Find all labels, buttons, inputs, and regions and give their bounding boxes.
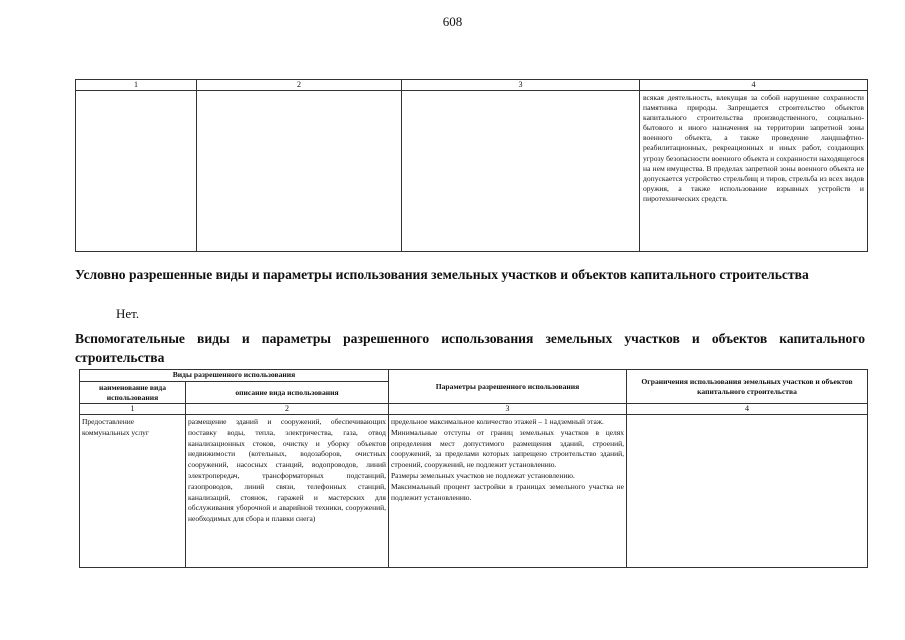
column-number: 1 [80,404,186,415]
table-column-numbers-row [76,80,868,91]
parameter-setbacks: Минимальные отступы от границ земельных участков в целях определения мест допустимого размещения зданий, строений, сооружений, за пределами которых запрещено строительство зданий, строений, сооружений, не подлежит установлению. [391,427,624,470]
table-cell [402,91,640,252]
page-number: 608 [442,14,463,29]
parameter-floors: предельное максимальное количество этажей – 1 надземный этаж. [391,417,604,426]
table-cell [197,91,402,252]
column-number: 3 [402,80,640,91]
column-number: 2 [186,404,389,415]
table-cell [76,91,197,252]
column-number: 3 [389,404,627,415]
parameter-plot-sizes: Размеры земельных участков не подлежат установлению. [391,470,575,480]
column-number: 2 [197,80,402,91]
header-group: Виды разрешенного использования [80,370,389,382]
table-zone-restrictions [75,79,868,252]
header-parameters: Параметры разрешенного использования [389,370,627,404]
header-restrictions: Ограничения использования земельных участков и объектов капитального строительства [627,370,868,404]
table-auxiliary-uses [79,369,868,568]
section-heading-conditional: Условно разрешенные виды и параметры использования земельных участков и объектов капитального строительства [75,267,809,282]
header-name: наименование вида использования [80,382,186,404]
column-number: 1 [76,80,197,91]
column-number: 4 [627,404,868,415]
parameter-coverage: Максимальный процент застройки в границах земельного участка не подлежит установлению. [391,481,624,502]
section-heading-auxiliary: Вспомогательные виды и параметры разрешенного использования земельных участков и объектов капитального строительства [75,331,865,365]
table-row [80,415,868,568]
column-number: 4 [640,80,868,91]
use-description-cell: размещение зданий и сооружений, обеспечивающих поставку воды, тепла, электричества, газа, отвод канализационных стоков, очистку и уборку объектов недвижимости (котельных, водозаборов, очистных сооружений, насосных станций, водопроводов, линий электропередач, трансформаторных подстанций, газопроводов, линий связи, телефонных станций, канализаций, стоянок, гаражей и мастерских для обслуживания уборочной и аварийной техники, сооружений, необходимых для сбора и плавки снега) [186,415,389,568]
header-description: описание вида использования [186,382,389,404]
restrictions-cell: всякая деятельность, влекущая за собой нарушение сохранности памятника природы. Запрещается строительство объектов капитального строительства производственного, социально-бытового и иного назначения на территории запретной зоны военного объекта, а также проведение ландшафтно-реабилитационных, рекреационных и иных работ, создающих угрозу безопасности военного объекта и сохранности находящегося на нем имущества. В пределах запретной зоны военного объекта не допускается устройство стрельбищ и тиров, стрельба из всех видов оружия, а также использование взрывных устройств и пиротехнических средств. [640,91,868,252]
table-header-row [80,370,868,382]
use-name-cell: Предоставление коммунальных услуг [80,415,186,568]
parameters-cell [389,415,627,568]
table-row [76,91,868,252]
table-column-numbers-row [80,404,868,415]
section-text-none: Нет. [116,306,140,321]
restrictions-cell [627,415,868,568]
